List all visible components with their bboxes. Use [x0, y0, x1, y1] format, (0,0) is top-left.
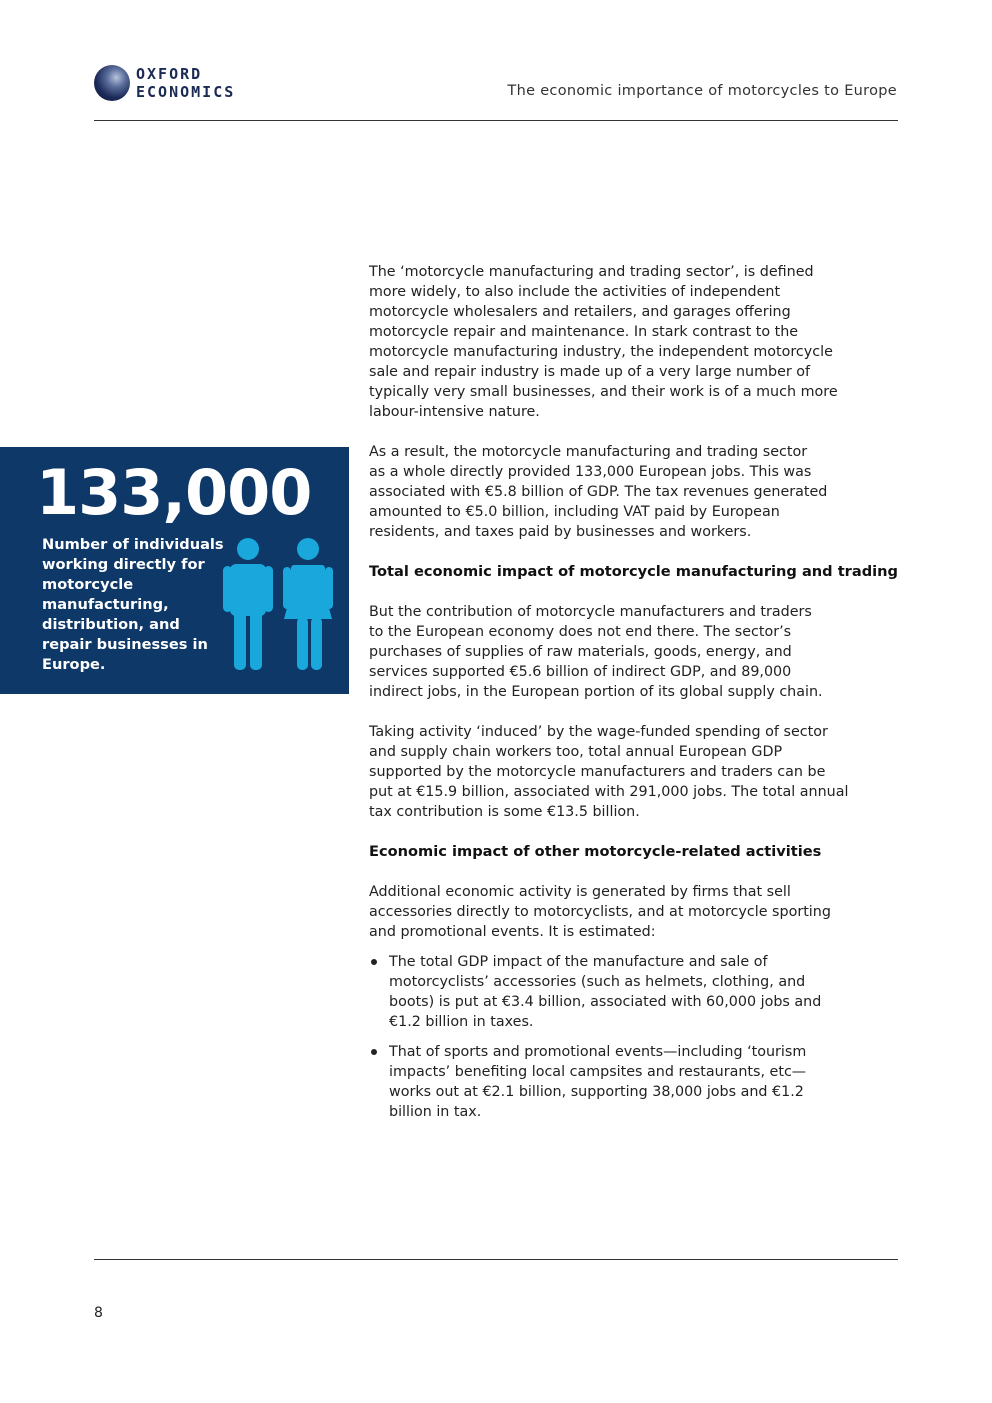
list-item	[369, 952, 904, 1032]
paragraph-induced-impact: Taking activity ‘induced’ by the wage-funded spending of sector and supply chain workers too, total annual European GDP supported by the motorcycle manufacturers and traders can be put at €15.9 billion, associated with 291,000 jobs. The total annual tax contribution is some €13.5 billion.	[369, 724, 849, 820]
paragraph-additional-activity: Additional economic activity is generated by firms that sell accessories directly to motorcyclists, and at motorcycle sporting and promotional events. It is estimated:	[369, 884, 831, 940]
logo-line-1: OXFORD	[136, 65, 203, 83]
stat-number: 133,000	[36, 456, 312, 529]
people-icon	[220, 537, 338, 673]
paragraph-indirect-impact: But the contribution of motorcycle manufacturers and traders to the European economy does not end there. The sector’s purchases of supplies of raw materials, goods, energy, and services supported €5.6 billion of indirect GDP, and 89,000 indirect jobs, in the European portion of its global supply chain.	[369, 604, 823, 700]
list-item	[369, 1042, 904, 1122]
bullet-icon	[371, 1049, 377, 1055]
heading-other-activities: Economic impact of other motorcycle-related activities	[369, 843, 822, 860]
man-icon	[223, 538, 273, 670]
document-title: The economic importance of motorcycles to Europe	[507, 83, 897, 99]
stat-caption: Number of individuals working directly for motorcycle manufacturing, distribution, and repair businesses in Europe.	[42, 536, 224, 673]
paragraph-sector-definition: The ‘motorcycle manufacturing and trading sector’, is defined more widely, to also include the activities of independent motorcycle wholesalers and retailers, and garages offering motorcycle repair and maintenance. In stark contrast to the motorcycle manufacturing industry, the independent motorcycle sale and repair industry is made up of a very large number of typically very small businesses, and their work is of a much more labour-intensive nature.	[369, 264, 838, 420]
main-text-column	[369, 262, 904, 1132]
logo-text	[136, 65, 235, 101]
list-item-text: The total GDP impact of the manufacture and sale of motorcyclists’ accessories (such as helmets, clothing, and boots) is put at €3.4 billion, associated with 60,000 jobs and €1.2 billion in taxes.	[389, 954, 822, 1030]
stat-callout	[0, 447, 349, 694]
globe-icon	[94, 65, 130, 101]
header-divider	[94, 120, 898, 121]
heading-total-impact: Total economic impact of motorcycle manufacturing and trading	[369, 563, 899, 580]
logo-line-2: ECONOMICS	[136, 83, 236, 101]
paragraph-direct-jobs: As a result, the motorcycle manufacturing and trading sector as a whole directly provided 133,000 European jobs. This was associated with €5.8 billion of GDP. The tax revenues generated amounted to €5.0 billion, including VAT paid by European residents, and taxes paid by businesses and workers.	[369, 444, 828, 540]
estimates-list	[369, 952, 904, 1122]
woman-icon	[283, 538, 333, 670]
footer-divider	[94, 1259, 898, 1260]
oxford-economics-logo	[94, 64, 264, 104]
bullet-icon	[371, 959, 377, 965]
list-item-text: That of sports and promotional events—including ‘tourism impacts’ benefiting local campsites and restaurants, etc— works out at €2.1 billion, supporting 38,000 jobs and €1.2 billion in tax.	[389, 1044, 807, 1120]
page-number: 8	[94, 1305, 103, 1321]
